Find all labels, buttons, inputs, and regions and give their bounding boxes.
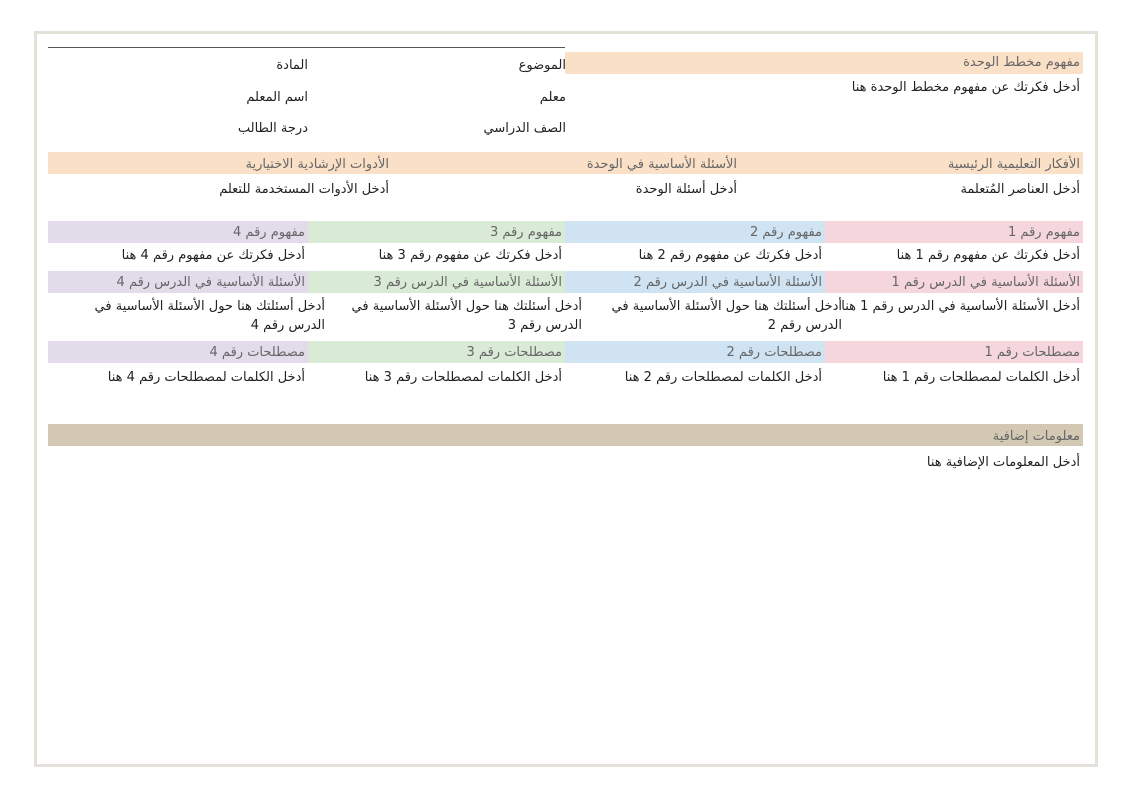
tools-text[interactable]: أدخل الأدوات المستخدمة للتعلم [219,182,389,197]
concept-2-title: مفهوم رقم 2 [750,225,822,240]
lesson-q-3-title: الأسئلة الأساسية في الدرس رقم 3 [373,275,562,290]
questions-text[interactable]: أدخل أسئلة الوحدة [635,182,737,197]
unit-concept-text[interactable]: أدخل فكرتك عن مفهوم مخطط الوحدة هنا [851,80,1080,95]
additional-text[interactable]: أدخل المعلومات الإضافية هنا [926,455,1080,470]
lesson-q-4-text[interactable]: أدخل أسئلتك هنا حول الأسئلة الأساسية في الدرس رقم 4 [94,299,325,333]
terms-4-text[interactable]: أدخل الكلمات لمصطلحات رقم 4 هنا [107,370,305,385]
header-divider [48,47,565,48]
grade-label: الصف الدراسي [483,121,566,136]
unit-concept-title: مفهوم مخطط الوحدة [963,55,1080,70]
subject-label: المادة [276,58,308,73]
lesson-q-2-title: الأسئلة الأساسية في الدرس رقم 2 [633,275,822,290]
concept-3-text[interactable]: أدخل فكرتك عن مفهوم رقم 3 هنا [378,248,562,263]
lesson-q-2-text[interactable]: أدخل أسئلتك هنا حول الأسئلة الأساسية في الدرس رقم 2 [611,299,842,333]
ideas-title: الأفكار التعليمية الرئيسية [947,157,1080,172]
topic-label: الموضوع [518,58,566,73]
page-frame [34,31,1098,767]
concept-4-text[interactable]: أدخل فكرتك عن مفهوم رقم 4 هنا [121,248,305,263]
concept-1-text[interactable]: أدخل فكرتك عن مفهوم رقم 1 هنا [896,248,1080,263]
lesson-q-4-title: الأسئلة الأساسية في الدرس رقم 4 [116,275,305,290]
tools-title: الأدوات الإرشادية الاختيارية [245,157,389,172]
teacher-name-label: اسم المعلم [246,90,308,105]
terms-4-title: مصطلحات رقم 4 [209,345,305,360]
terms-2-title: مصطلحات رقم 2 [726,345,822,360]
concept-3-title: مفهوم رقم 3 [490,225,562,240]
concept-1-title: مفهوم رقم 1 [1008,225,1080,240]
teacher-label: معلم [539,90,566,105]
student-grade-label: درجة الطالب [237,121,308,136]
lesson-q-3-text[interactable]: أدخل أسئلتك هنا حول الأسئلة الأساسية في الدرس رقم 3 [351,299,582,333]
terms-1-title: مصطلحات رقم 1 [984,345,1080,360]
concept-2-text[interactable]: أدخل فكرتك عن مفهوم رقم 2 هنا [638,248,822,263]
lesson-q-1-title: الأسئلة الأساسية في الدرس رقم 1 [891,275,1080,290]
ideas-text[interactable]: أدخل العناصر المُتعلمة [960,182,1080,197]
questions-title: الأسئلة الأساسية في الوحدة [586,157,737,172]
additional-title: معلومات إضافية [992,429,1080,444]
terms-1-text[interactable]: أدخل الكلمات لمصطلحات رقم 1 هنا [882,370,1080,385]
terms-3-title: مصطلحات رقم 3 [466,345,562,360]
concept-4-title: مفهوم رقم 4 [233,225,305,240]
terms-3-text[interactable]: أدخل الكلمات لمصطلحات رقم 3 هنا [364,370,562,385]
lesson-q-1-text[interactable]: أدخل الأسئلة الأساسية في الدرس رقم 1 هنا [841,299,1080,314]
terms-2-text[interactable]: أدخل الكلمات لمصطلحات رقم 2 هنا [624,370,822,385]
